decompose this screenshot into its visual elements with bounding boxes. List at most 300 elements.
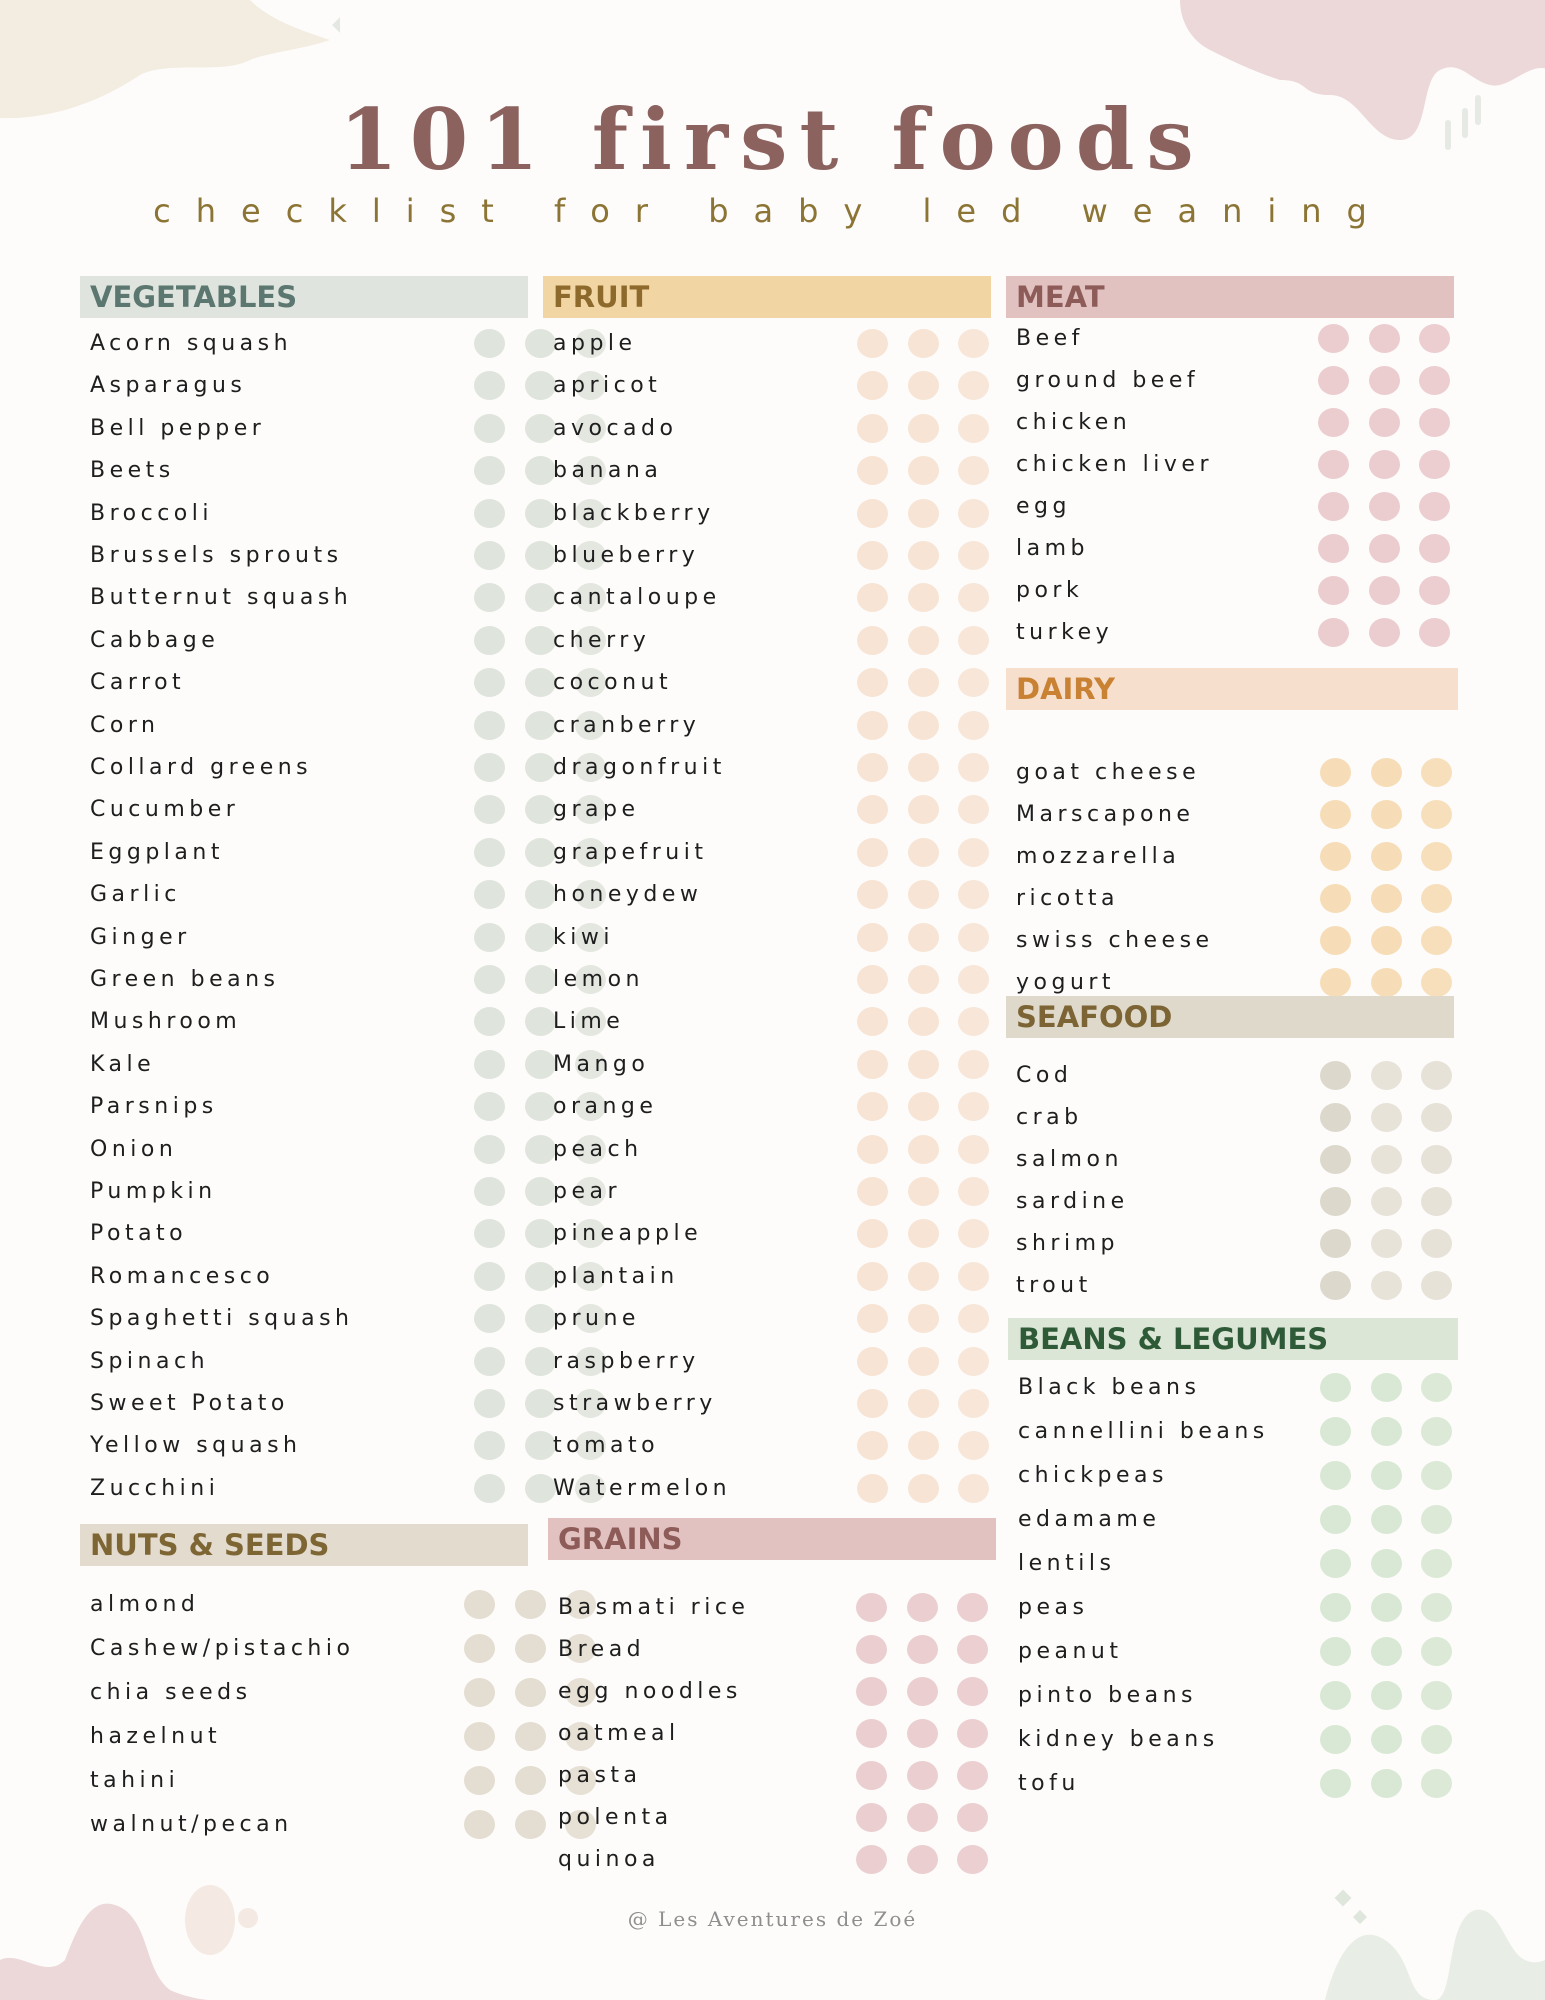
item-label: quinoa — [558, 1847, 660, 1872]
check-circle[interactable] — [1320, 1061, 1351, 1090]
list-item — [548, 1755, 996, 1797]
check-circle[interactable] — [856, 1719, 887, 1748]
item-label: plantain — [553, 1263, 679, 1289]
check-circle[interactable] — [958, 923, 989, 952]
item-label: Carrot — [90, 670, 186, 696]
list-item — [543, 620, 991, 662]
check-circle[interactable] — [857, 456, 888, 485]
check-circle[interactable] — [1371, 1681, 1402, 1710]
item-label: chia seeds — [90, 1680, 252, 1705]
check-circle[interactable] — [474, 499, 505, 528]
check-circle[interactable] — [957, 1677, 988, 1706]
check-circle[interactable] — [856, 1761, 887, 1790]
check-circle[interactable] — [856, 1635, 887, 1664]
check-circle[interactable] — [1371, 800, 1402, 829]
check-circle[interactable] — [958, 1262, 989, 1291]
check-circle[interactable] — [857, 1050, 888, 1079]
check-circle[interactable] — [857, 414, 888, 443]
list-item — [548, 1713, 996, 1755]
list-item — [1008, 1455, 1458, 1497]
check-circle[interactable] — [1320, 1271, 1351, 1300]
check-circle[interactable] — [908, 923, 939, 952]
check-circle[interactable] — [958, 1347, 989, 1376]
check-circle[interactable] — [1318, 492, 1349, 521]
check-circle[interactable] — [1421, 842, 1452, 871]
check-circle[interactable] — [1320, 1681, 1351, 1710]
check-circle[interactable] — [857, 1431, 888, 1460]
check-circle[interactable] — [1421, 1637, 1452, 1666]
check-circle[interactable] — [1371, 1187, 1402, 1216]
check-circle[interactable] — [1318, 450, 1349, 479]
check-circle[interactable] — [857, 541, 888, 570]
list-item — [80, 1584, 528, 1626]
list-item — [543, 874, 991, 916]
item-label: Zucchini — [90, 1475, 220, 1501]
check-circle[interactable] — [474, 541, 505, 570]
list-item — [80, 1129, 528, 1171]
check-circle[interactable] — [908, 880, 939, 909]
check-circle[interactable] — [1371, 1637, 1402, 1666]
check-circle[interactable] — [1371, 1061, 1402, 1090]
check-circle[interactable] — [857, 1135, 888, 1164]
item-label: prune — [553, 1306, 640, 1332]
check-circle[interactable] — [474, 1219, 505, 1248]
check-circle[interactable] — [908, 1262, 939, 1291]
item-label: raspberry — [553, 1348, 700, 1374]
check-circle[interactable] — [1320, 1593, 1351, 1622]
check-circle[interactable] — [464, 1766, 495, 1795]
check-circle[interactable] — [908, 499, 939, 528]
list-item — [543, 959, 991, 1001]
check-circle[interactable] — [1419, 534, 1450, 563]
check-circle[interactable] — [1320, 1145, 1351, 1174]
check-circle[interactable] — [464, 1678, 495, 1707]
check-circle[interactable] — [958, 1219, 989, 1248]
check-circle[interactable] — [958, 753, 989, 782]
check-circle[interactable] — [1421, 1061, 1452, 1090]
item-label: blueberry — [553, 543, 700, 568]
check-circle[interactable] — [857, 1177, 888, 1206]
item-label: Black beans — [1018, 1375, 1201, 1400]
check-circle[interactable] — [1369, 534, 1400, 563]
check-circle[interactable] — [958, 880, 989, 909]
check-circle[interactable] — [1318, 618, 1349, 647]
check-circle[interactable] — [1371, 1103, 1402, 1132]
check-circle[interactable] — [857, 753, 888, 782]
check-circle[interactable] — [1320, 1103, 1351, 1132]
check-circle[interactable] — [958, 1304, 989, 1333]
section-header: DAIRY — [1006, 668, 1458, 710]
check-circle[interactable] — [1421, 1505, 1452, 1534]
check-circle[interactable] — [908, 838, 939, 867]
check-circle[interactable] — [958, 1389, 989, 1418]
item-label: Asparagus — [90, 373, 247, 399]
check-circle[interactable] — [958, 1135, 989, 1164]
check-circle[interactable] — [474, 753, 505, 782]
check-circle[interactable] — [1421, 1681, 1452, 1710]
check-circle[interactable] — [1369, 450, 1400, 479]
check-circle[interactable] — [1320, 800, 1351, 829]
check-circle[interactable] — [857, 668, 888, 697]
list-item — [1006, 360, 1454, 402]
check-circle[interactable] — [957, 1593, 988, 1622]
check-circle[interactable] — [1318, 534, 1349, 563]
item-label: Brussels sprouts — [90, 543, 343, 568]
list-item — [1006, 920, 1458, 962]
check-circle[interactable] — [464, 1810, 495, 1839]
check-circle[interactable] — [1421, 1593, 1452, 1622]
check-circle[interactable] — [1421, 1769, 1452, 1798]
check-circle[interactable] — [1371, 968, 1402, 997]
check-circle[interactable] — [857, 371, 888, 400]
check-circle[interactable] — [464, 1722, 495, 1751]
check-circle[interactable] — [908, 1389, 939, 1418]
list-item — [1008, 1411, 1458, 1453]
check-circle[interactable] — [857, 499, 888, 528]
check-circle[interactable] — [474, 838, 505, 867]
check-circle[interactable] — [474, 329, 505, 358]
check-circle[interactable] — [857, 1007, 888, 1036]
check-circle[interactable] — [1421, 1229, 1452, 1258]
check-circle[interactable] — [958, 711, 989, 740]
check-circle[interactable] — [515, 1590, 546, 1619]
item-label: turkey — [1016, 620, 1114, 645]
list-item — [1006, 794, 1458, 836]
check-circle[interactable] — [908, 668, 939, 697]
check-circle[interactable] — [1320, 884, 1351, 913]
item-label: banana — [553, 458, 663, 484]
list-item — [1006, 528, 1454, 570]
check-circle[interactable] — [1369, 618, 1400, 647]
item-label: peanut — [1018, 1639, 1123, 1664]
list-item — [80, 1716, 528, 1758]
check-circle[interactable] — [515, 1810, 546, 1839]
check-circle[interactable] — [474, 371, 505, 400]
item-label: Bell pepper — [90, 415, 266, 441]
check-circle[interactable] — [958, 456, 989, 485]
check-circle[interactable] — [474, 1177, 505, 1206]
check-circle[interactable] — [857, 711, 888, 740]
meat-section — [1006, 276, 1454, 675]
check-circle[interactable] — [1421, 1271, 1452, 1300]
check-circle[interactable] — [857, 329, 888, 358]
check-circle[interactable] — [1369, 366, 1400, 395]
check-circle[interactable] — [1369, 576, 1400, 605]
item-label: Cucumber — [90, 797, 240, 823]
check-circle[interactable] — [908, 1177, 939, 1206]
check-circle[interactable] — [908, 753, 939, 782]
check-circle[interactable] — [515, 1634, 546, 1663]
check-circle[interactable] — [958, 1474, 989, 1503]
check-circle[interactable] — [1320, 1549, 1351, 1578]
check-circle[interactable] — [908, 795, 939, 824]
item-label: avocado — [553, 415, 678, 441]
item-label: Spaghetti squash — [90, 1306, 354, 1332]
check-circle[interactable] — [474, 668, 505, 697]
check-circle[interactable] — [908, 1431, 939, 1460]
check-circle[interactable] — [474, 1474, 505, 1503]
check-circle[interactable] — [1421, 1725, 1452, 1754]
item-label: chicken — [1016, 410, 1132, 435]
list-item — [1006, 444, 1454, 486]
check-circle[interactable] — [907, 1803, 938, 1832]
check-circle[interactable] — [1320, 1373, 1351, 1402]
check-circle[interactable] — [464, 1590, 495, 1619]
check-circle[interactable] — [474, 456, 505, 485]
check-circle[interactable] — [907, 1593, 938, 1622]
check-circle[interactable] — [474, 1431, 505, 1460]
check-circle[interactable] — [1371, 1373, 1402, 1402]
check-circle[interactable] — [857, 1092, 888, 1121]
check-circle[interactable] — [908, 711, 939, 740]
check-circle[interactable] — [1371, 1769, 1402, 1798]
check-circle[interactable] — [1421, 1145, 1452, 1174]
item-label: Watermelon — [553, 1475, 732, 1501]
check-circle[interactable] — [1419, 618, 1450, 647]
check-circle[interactable] — [958, 1007, 989, 1036]
check-circle[interactable] — [908, 371, 939, 400]
check-circle[interactable] — [1421, 1461, 1452, 1490]
check-circle[interactable] — [908, 965, 939, 994]
list-item — [1008, 1367, 1458, 1409]
check-circle[interactable] — [474, 1007, 505, 1036]
check-circle[interactable] — [958, 371, 989, 400]
check-circle[interactable] — [1421, 926, 1452, 955]
check-circle[interactable] — [958, 499, 989, 528]
check-circle[interactable] — [908, 329, 939, 358]
list-item — [1008, 1719, 1458, 1761]
check-circle[interactable] — [474, 1347, 505, 1376]
check-circle[interactable] — [857, 838, 888, 867]
check-circle[interactable] — [908, 1092, 939, 1121]
check-circle[interactable] — [957, 1635, 988, 1664]
list-item — [80, 789, 528, 831]
list-item — [548, 1797, 996, 1839]
item-label: polenta — [558, 1805, 673, 1830]
list-item — [80, 1628, 528, 1670]
check-circle[interactable] — [1320, 1461, 1351, 1490]
list-item — [1008, 1543, 1458, 1585]
check-circle[interactable] — [857, 583, 888, 612]
check-circle[interactable] — [857, 923, 888, 952]
check-circle[interactable] — [1320, 968, 1351, 997]
check-circle[interactable] — [1421, 884, 1452, 913]
check-circle[interactable] — [958, 965, 989, 994]
list-item — [543, 917, 991, 959]
check-circle[interactable] — [1421, 758, 1452, 787]
check-circle[interactable] — [474, 923, 505, 952]
check-circle[interactable] — [907, 1761, 938, 1790]
check-circle[interactable] — [1419, 324, 1450, 353]
check-circle[interactable] — [958, 1431, 989, 1460]
check-circle[interactable] — [474, 880, 505, 909]
check-circle[interactable] — [1371, 1229, 1402, 1258]
check-circle[interactable] — [907, 1677, 938, 1706]
check-circle[interactable] — [1371, 1461, 1402, 1490]
check-circle[interactable] — [1371, 842, 1402, 871]
check-circle[interactable] — [958, 1050, 989, 1079]
check-circle[interactable] — [1419, 450, 1450, 479]
item-list — [1008, 1360, 1458, 1828]
section-header: MEAT — [1006, 276, 1454, 318]
check-circle[interactable] — [857, 1219, 888, 1248]
check-circle[interactable] — [1320, 1229, 1351, 1258]
check-circle[interactable] — [907, 1845, 938, 1874]
check-circle[interactable] — [1320, 1417, 1351, 1446]
check-circle[interactable] — [856, 1593, 887, 1622]
check-circle[interactable] — [1371, 1549, 1402, 1578]
check-circle[interactable] — [908, 1304, 939, 1333]
check-circle[interactable] — [908, 1219, 939, 1248]
check-circle[interactable] — [464, 1634, 495, 1663]
check-circle[interactable] — [474, 1304, 505, 1333]
check-circle[interactable] — [474, 583, 505, 612]
check-circle[interactable] — [958, 795, 989, 824]
check-circle[interactable] — [1421, 1187, 1452, 1216]
check-circle[interactable] — [856, 1803, 887, 1832]
check-circle[interactable] — [957, 1845, 988, 1874]
list-item — [80, 408, 528, 450]
section-header: SEAFOOD — [1006, 996, 1454, 1038]
check-circle[interactable] — [856, 1845, 887, 1874]
check-circle[interactable] — [957, 1761, 988, 1790]
check-circle[interactable] — [474, 1092, 505, 1121]
check-circle[interactable] — [1320, 1505, 1351, 1534]
check-circle[interactable] — [857, 1389, 888, 1418]
check-circle[interactable] — [958, 1092, 989, 1121]
check-circle[interactable] — [1419, 366, 1450, 395]
check-circle[interactable] — [856, 1677, 887, 1706]
check-circle[interactable] — [908, 1050, 939, 1079]
check-circle[interactable] — [1318, 576, 1349, 605]
check-circle[interactable] — [908, 1474, 939, 1503]
check-circle[interactable] — [857, 1347, 888, 1376]
check-circle[interactable] — [1371, 758, 1402, 787]
check-circle[interactable] — [1320, 1725, 1351, 1754]
check-circle[interactable] — [958, 414, 989, 443]
check-circle[interactable] — [857, 795, 888, 824]
check-circle[interactable] — [474, 1135, 505, 1164]
check-circle[interactable] — [474, 626, 505, 655]
check-circle[interactable] — [1421, 1103, 1452, 1132]
check-circle[interactable] — [857, 1262, 888, 1291]
check-circle[interactable] — [1369, 492, 1400, 521]
item-label: sardine — [1016, 1189, 1129, 1214]
check-circle[interactable] — [958, 541, 989, 570]
check-circle[interactable] — [1421, 968, 1452, 997]
check-circle[interactable] — [1318, 366, 1349, 395]
check-circle[interactable] — [958, 1177, 989, 1206]
check-circle[interactable] — [857, 1474, 888, 1503]
check-circle[interactable] — [958, 583, 989, 612]
item-label: lamb — [1016, 536, 1089, 561]
check-circle[interactable] — [957, 1803, 988, 1832]
list-item — [1006, 402, 1454, 444]
check-circle[interactable] — [1371, 1145, 1402, 1174]
check-circle[interactable] — [1419, 408, 1450, 437]
check-circle[interactable] — [1419, 492, 1450, 521]
check-circle[interactable] — [474, 1262, 505, 1291]
item-label: dragonfruit — [553, 755, 726, 780]
check-circle[interactable] — [1320, 842, 1351, 871]
check-circle[interactable] — [908, 1007, 939, 1036]
check-circle[interactable] — [907, 1635, 938, 1664]
check-circle[interactable] — [1371, 926, 1402, 955]
check-circle[interactable] — [1318, 324, 1349, 353]
check-circle[interactable] — [1421, 1549, 1452, 1578]
check-circle[interactable] — [1320, 758, 1351, 787]
item-label: cannellini beans — [1018, 1419, 1269, 1444]
check-circle[interactable] — [908, 626, 939, 655]
check-circle[interactable] — [1320, 926, 1351, 955]
check-circle[interactable] — [1421, 1373, 1452, 1402]
grains-section — [548, 1518, 996, 1902]
check-circle[interactable] — [908, 583, 939, 612]
check-circle[interactable] — [474, 795, 505, 824]
check-circle[interactable] — [857, 965, 888, 994]
check-circle[interactable] — [515, 1722, 546, 1751]
item-label: cantaloupe — [553, 585, 721, 611]
check-circle[interactable] — [1371, 1725, 1402, 1754]
check-circle[interactable] — [908, 456, 939, 485]
check-circle[interactable] — [474, 1389, 505, 1418]
check-circle[interactable] — [1369, 408, 1400, 437]
check-circle[interactable] — [907, 1719, 938, 1748]
item-label: Garlic — [90, 882, 181, 908]
item-label: ground beef — [1016, 368, 1200, 393]
check-circle[interactable] — [857, 1304, 888, 1333]
check-circle[interactable] — [474, 965, 505, 994]
check-circle[interactable] — [515, 1766, 546, 1795]
check-circle[interactable] — [474, 1050, 505, 1079]
check-circle[interactable] — [958, 626, 989, 655]
check-circle[interactable] — [958, 668, 989, 697]
list-item — [80, 1298, 528, 1340]
check-circle[interactable] — [908, 1135, 939, 1164]
item-label: Eggplant — [90, 839, 224, 865]
check-circle[interactable] — [1320, 1769, 1351, 1798]
check-circle[interactable] — [515, 1678, 546, 1707]
check-circle[interactable] — [857, 626, 888, 655]
check-circle[interactable] — [1419, 576, 1450, 605]
check-circle[interactable] — [908, 541, 939, 570]
check-circle[interactable] — [1369, 324, 1400, 353]
check-circle[interactable] — [1421, 800, 1452, 829]
check-circle[interactable] — [958, 838, 989, 867]
check-circle[interactable] — [857, 880, 888, 909]
nuts-seeds-section — [80, 1524, 528, 1869]
check-circle[interactable] — [908, 1347, 939, 1376]
check-circle[interactable] — [958, 329, 989, 358]
check-circle[interactable] — [1421, 1417, 1452, 1446]
check-circle[interactable] — [474, 414, 505, 443]
check-circle[interactable] — [1371, 1417, 1402, 1446]
check-circle[interactable] — [1320, 1637, 1351, 1666]
check-circle[interactable] — [1318, 408, 1349, 437]
check-circle[interactable] — [474, 711, 505, 740]
check-circle[interactable] — [957, 1719, 988, 1748]
list-item — [1008, 1499, 1458, 1541]
check-circle[interactable] — [908, 414, 939, 443]
check-circle[interactable] — [1320, 1187, 1351, 1216]
check-circle[interactable] — [1371, 1593, 1402, 1622]
item-label: oatmeal — [558, 1721, 680, 1746]
list-item — [80, 1383, 528, 1425]
page-title: 101 first foods — [339, 90, 1206, 189]
check-circle[interactable] — [1371, 1505, 1402, 1534]
check-circle[interactable] — [1371, 1271, 1402, 1300]
check-circle[interactable] — [1371, 884, 1402, 913]
